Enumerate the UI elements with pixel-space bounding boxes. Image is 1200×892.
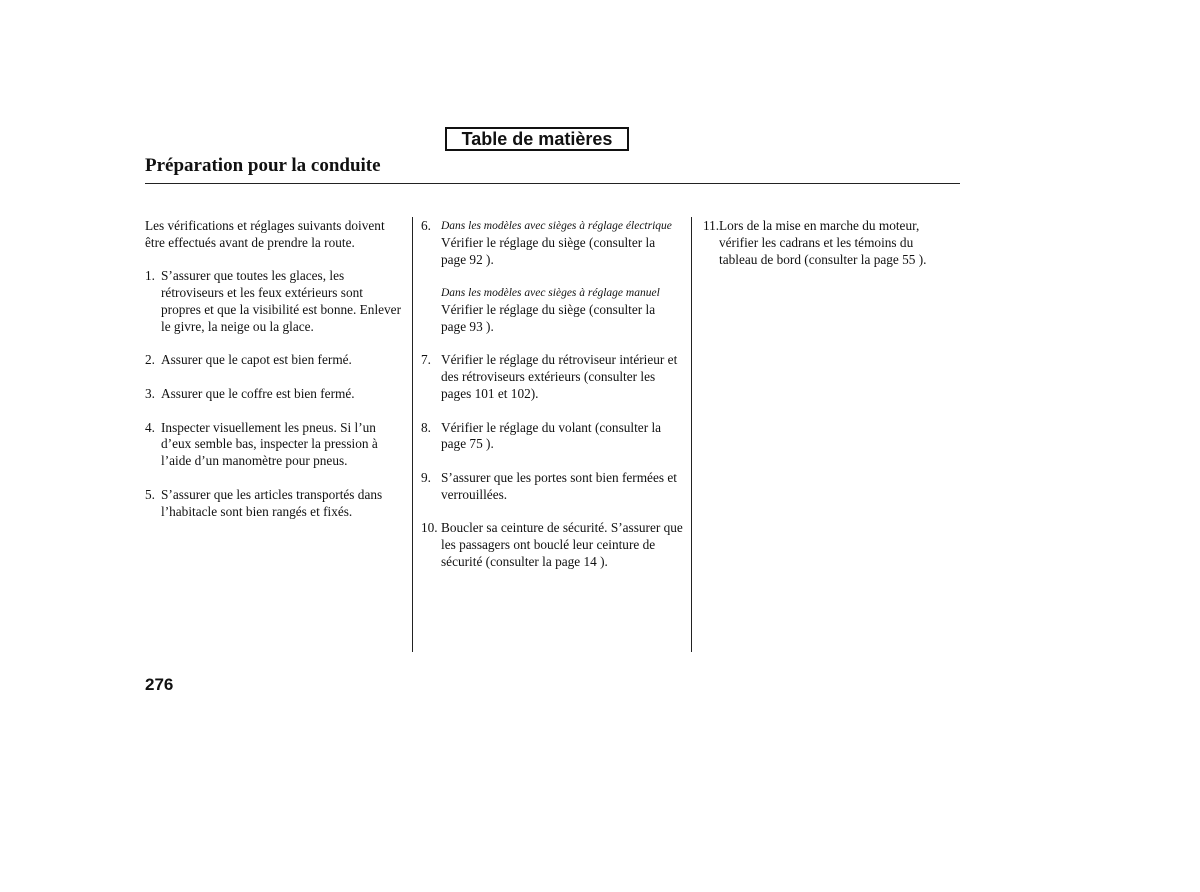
model-note-manual: Dans les modèles avec sièges à réglage manuel bbox=[441, 287, 660, 300]
page-number: 276 bbox=[145, 675, 174, 694]
page-title: Préparation pour la conduite bbox=[145, 155, 381, 176]
list-item: 3. Assurer que le coffre est bien fermé. bbox=[145, 385, 355, 401]
intro-text: Les vérifications et réglages suivants doivent être effectués avant de prendre la route. bbox=[145, 218, 385, 250]
list-item: 5. S’assurer que les articles transportés dans l’habitacle sont bien rangés et fixés. bbox=[145, 486, 383, 519]
list-item: 11. Lors de la mise en marche du moteur, vérifier les cadrans et les témoins du tableau de bord (consulter la page 55 ). bbox=[703, 218, 927, 267]
column-1 bbox=[145, 218, 403, 537]
column-divider-1 bbox=[412, 217, 413, 652]
list-item: 1. S’assurer que toutes les glaces, les rétroviseurs et les feux extérieurs sont propres et que la visibilité est bonne. Enlever le givre, la neige ou la glace. bbox=[145, 268, 402, 334]
column-2 bbox=[421, 218, 683, 588]
list-item: 10. Boucler sa ceinture de sécurité. S’assurer que les passagers ont bouclé leur ceinture de sécurité (consulter la page 14 ). bbox=[421, 520, 683, 569]
column-3 bbox=[703, 218, 953, 285]
list-item: 7. Vérifier le réglage du rétroviseur intérieur et des rétroviseurs extérieurs (consulter les pages 101 et 102). bbox=[421, 352, 678, 401]
list-item: 8. Vérifier le réglage du volant (consulter la page 75 ). bbox=[421, 419, 662, 452]
list-item: 2. Assurer que le capot est bien fermé. bbox=[145, 352, 352, 368]
table-of-contents-button[interactable]: Table de matières bbox=[445, 127, 629, 151]
column-divider-2 bbox=[691, 217, 692, 652]
title-divider bbox=[145, 183, 960, 184]
list-item: 9. S’assurer que les portes sont bien fermées et verrouillées. bbox=[421, 469, 677, 502]
model-note-electric: Dans les modèles avec sièges à réglage électrique bbox=[441, 220, 672, 232]
list-item: 4. Inspecter visuellement les pneus. Si l’un d’eux semble bas, inspecter la pression à l’aide d’un manomètre pour pneus. bbox=[145, 419, 378, 469]
list-item: 6. Dans les modèles avec sièges à réglage électrique Vérifier le réglage du siège (consulter la page 92 ). Dans les modèles avec sièges à réglage manuel Vérifier le réglage du siège (consulter la page 93 ). bbox=[421, 218, 683, 336]
